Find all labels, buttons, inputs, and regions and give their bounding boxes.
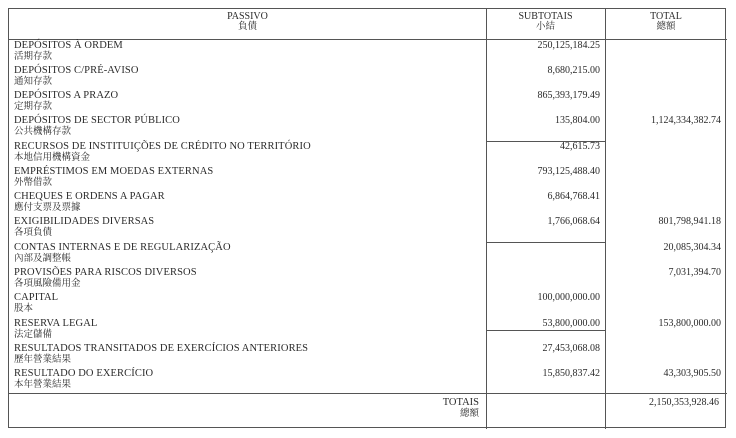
row-label-zh: 法定儲備	[14, 330, 53, 340]
row-subtotal: 1,766,068.64	[547, 216, 600, 227]
table-row	[9, 141, 727, 166]
header-passivo-zh: 負債	[237, 22, 257, 32]
row-subtotal: 865,393,179.49	[537, 90, 600, 101]
header-passivo-pt: PASSIVO	[227, 11, 268, 22]
row-label-zh: 股本	[14, 304, 34, 314]
row-label-zh: 各項風險備用金	[14, 279, 81, 289]
row-label-zh: 定期存款	[14, 102, 53, 112]
table-row	[9, 65, 727, 90]
row-label: EMPRÉSTIMOS EM MOEDAS EXTERNAS	[14, 166, 214, 177]
table-row	[9, 40, 727, 65]
row-subtotal: 42,615.73	[560, 141, 600, 152]
row-label-zh: 各項負債	[14, 228, 53, 238]
table-row	[9, 292, 727, 317]
table-row	[9, 267, 727, 292]
table-row	[9, 318, 727, 343]
row-label: RESERVA LEGAL	[14, 318, 98, 329]
row-total: 20,085,304.34	[663, 242, 721, 253]
table-row	[9, 216, 727, 241]
header-total-zh: 總額	[656, 22, 676, 32]
header-subtotais-zh: 小結	[535, 22, 555, 32]
totals-label	[443, 397, 479, 420]
header-total	[605, 11, 727, 33]
table-row	[9, 166, 727, 191]
row-subtotal: 27,453,068.08	[542, 343, 600, 354]
totals-label-pt: TOTAIS	[442, 397, 479, 408]
row-subtotal: 793,125,488.40	[537, 166, 600, 177]
row-label: RESULTADOS TRANSITADOS DE EXERCÍCIOS ANTERIORES	[14, 343, 309, 354]
row-total: 153,800,000.00	[658, 318, 721, 329]
totals-divider	[9, 393, 727, 394]
row-label: DEPÓSITOS A PRAZO	[14, 90, 119, 101]
row-label-zh: 通知存款	[14, 77, 53, 87]
row-label-zh: 公共機構存款	[14, 127, 72, 137]
header-subtotais-pt: SUBTOTAIS	[518, 11, 573, 22]
row-label-zh: 本年營業結果	[14, 380, 72, 390]
row-label: CONTAS INTERNAS E DE REGULARIZAÇÃO	[14, 242, 231, 253]
row-label-zh: 應付支票及票據	[14, 203, 81, 213]
header-subtotais	[486, 11, 605, 33]
table-row	[9, 343, 727, 368]
row-subtotal: 135,804.00	[555, 115, 600, 126]
row-subtotal: 8,680,215.00	[547, 65, 600, 76]
table-row	[9, 242, 727, 267]
row-label: DEPÓSITOS DE SECTOR PÚBLICO	[14, 115, 180, 126]
row-subtotal: 100,000,000.00	[537, 292, 600, 303]
row-label: CHEQUES E ORDENS A PAGAR	[14, 191, 165, 202]
header-total-pt: TOTAL	[650, 11, 682, 22]
row-total: 801,798,941.18	[658, 216, 721, 227]
grand-total: 2,150,353,928.46	[649, 397, 719, 408]
row-total: 43,303,905.50	[663, 368, 721, 379]
row-label: DEPÓSITOS C/PRÉ-AVISO	[14, 65, 139, 76]
totals-label-zh: 總額	[459, 409, 479, 419]
table-row	[9, 90, 727, 115]
row-total: 1,124,334,382.74	[651, 115, 721, 126]
row-subtotal: 6,864,768.41	[547, 191, 600, 202]
table-row	[9, 368, 727, 393]
row-label: RECURSOS DE INSTITUIÇÕES DE CRÉDITO NO TERRITÓRIO	[14, 141, 311, 152]
balance-sheet-table	[8, 8, 726, 428]
table-row	[9, 191, 727, 216]
row-subtotal: 53,800,000.00	[542, 318, 600, 329]
row-label: RESULTADO DO EXERCÍCIO	[14, 368, 154, 379]
row-label-zh: 內部及調整帳	[14, 254, 72, 264]
row-label-zh: 外幣借款	[14, 178, 53, 188]
row-label-zh: 活期存款	[14, 52, 53, 62]
row-label: PROVISÕES PARA RISCOS DIVERSOS	[14, 267, 197, 278]
row-label-zh: 本地信用機構資金	[14, 153, 91, 163]
row-label: DEPÓSITOS À ORDEM	[14, 40, 123, 51]
row-label: CAPITAL	[14, 292, 59, 303]
row-subtotal: 15,850,837.42	[542, 368, 600, 379]
row-subtotal: 250,125,184.25	[537, 40, 600, 51]
row-total: 7,031,394.70	[668, 267, 721, 278]
table-row	[9, 115, 727, 140]
row-label-zh: 歷年營業結果	[14, 355, 72, 365]
row-label: EXIGIBILIDADES DIVERSAS	[14, 216, 155, 227]
header-passivo	[9, 11, 486, 33]
